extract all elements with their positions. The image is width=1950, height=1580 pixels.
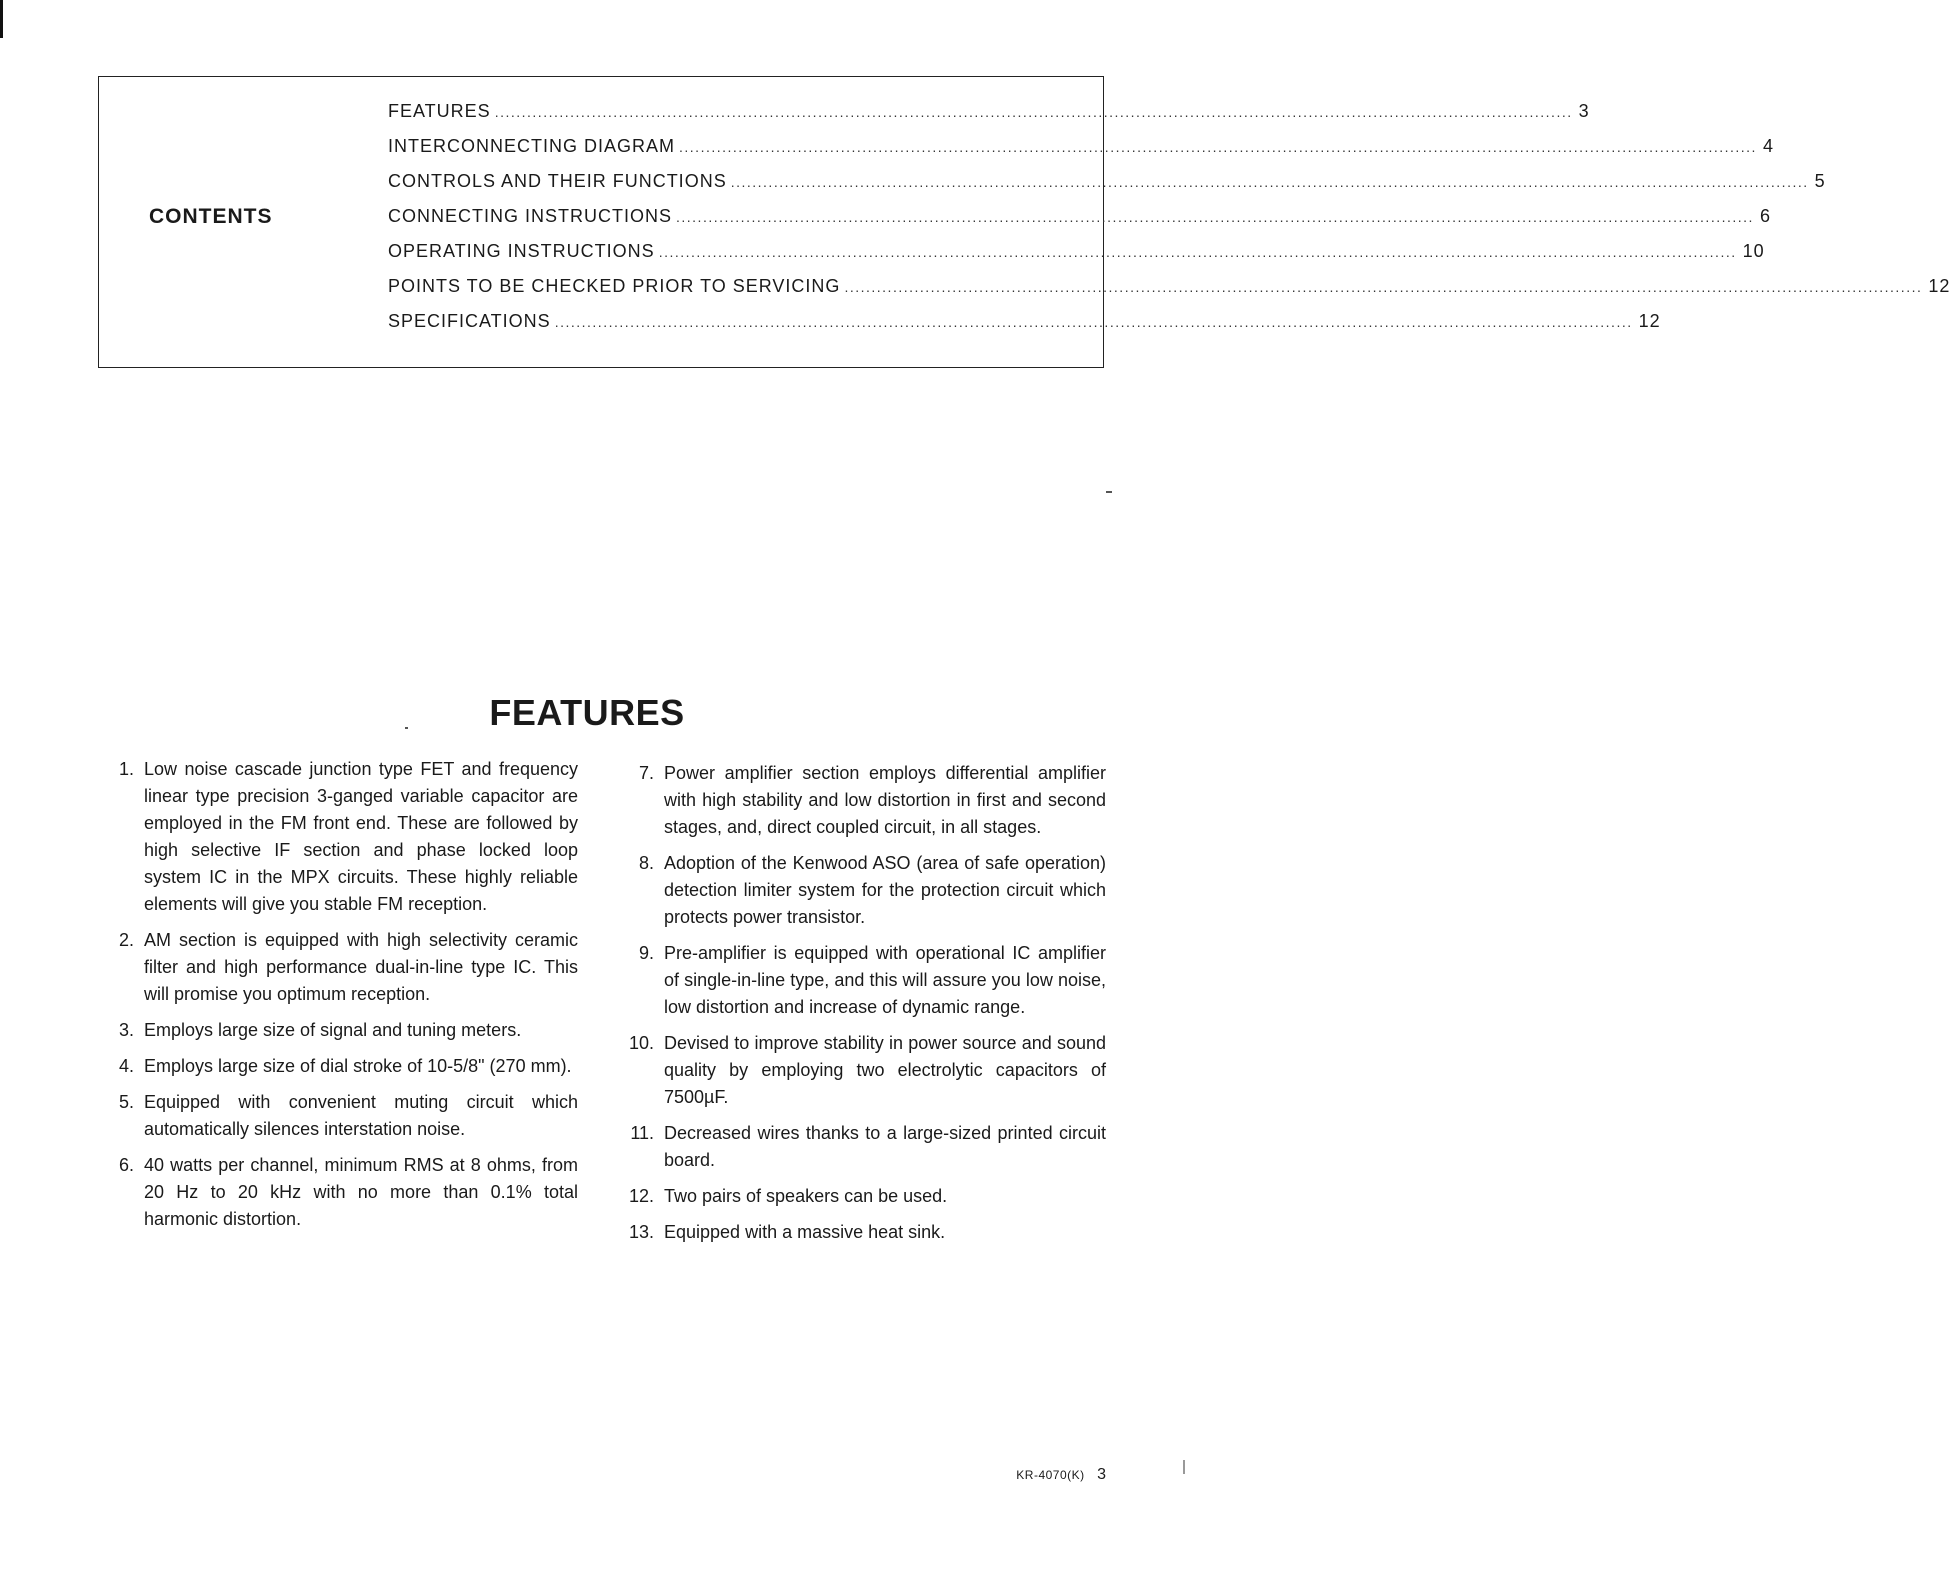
contents-row-page: 12: [1928, 276, 1950, 296]
feature-item: [100, 1053, 578, 1080]
contents-row-page: 6: [1759, 206, 1771, 226]
feature-item: [100, 756, 578, 918]
dot-leader: ........................................................................................................................................................................................................: [676, 209, 1754, 225]
dot-leader: ........................................................................................................................................................................................................: [730, 174, 1809, 190]
contents-row-label: POINTS TO BE CHECKED PRIOR TO SERVICING: [388, 276, 841, 296]
page-number: 3: [1097, 1466, 1106, 1483]
contents-row[interactable]: [388, 276, 1950, 311]
feature-item: [620, 850, 1106, 931]
contents-row[interactable]: [388, 136, 1774, 171]
feature-text: Low noise cascade junction type FET and frequency linear type precision 3-ganged variable capacitor are employed in the FM front end. These are followed by high selective IF section and phase locked loop system IC in the MPX circuits. These highly reliable elements will give you stable FM reception.: [144, 759, 578, 914]
contents-row[interactable]: [388, 241, 1765, 276]
feature-number: 13.: [628, 1222, 654, 1242]
contents-title: CONTENTS: [149, 205, 273, 228]
feature-text: Adoption of the Kenwood ASO (area of safe operation) detection limiter system for the protection circuit which protects power transistor.: [664, 853, 1106, 927]
feature-item: [620, 760, 1106, 841]
feature-item: [100, 1017, 578, 1044]
feature-number: 8.: [638, 853, 654, 873]
feature-number: 11.: [630, 1123, 654, 1143]
contents-box: [98, 76, 1950, 368]
feature-text: Decreased wires thanks to a large-sized printed circuit board.: [664, 1123, 1106, 1170]
feature-number: 12.: [628, 1186, 654, 1206]
feature-number: 1.: [118, 759, 134, 779]
feature-text: AM section is equipped with high selectivity ceramic filter and high performance dual-in-line type IC. This will promise you optimum reception.: [144, 930, 578, 1004]
feature-text: Equipped with convenient muting circuit which automatically silences interstation noise.: [144, 1092, 578, 1139]
feature-item: [620, 1183, 1106, 1210]
feature-item: [620, 940, 1106, 1021]
feature-item: [100, 1089, 578, 1143]
contents-row[interactable]: [388, 311, 1661, 346]
feature-item: [620, 1030, 1106, 1111]
feature-text: Equipped with a massive heat sink.: [664, 1222, 946, 1242]
feature-number: 10.: [628, 1033, 654, 1053]
feature-number: 5.: [118, 1092, 134, 1112]
feature-text: Power amplifier section employs differential amplifier with high stability and low distortion in first and second stages, and, direct coupled circuit, in all stages.: [664, 763, 1106, 837]
contents-row-page: 3: [1578, 101, 1590, 121]
contents-row[interactable]: [388, 171, 1826, 206]
contents-row[interactable]: [388, 101, 1590, 136]
features-heading: FEATURES: [489, 692, 685, 734]
feature-number: 4.: [118, 1056, 134, 1076]
dot-leader: ........................................................................................................................................................................................................: [679, 139, 1757, 155]
contents-row-label: INTERCONNECTING DIAGRAM: [388, 136, 676, 156]
contents-row-page: 12: [1638, 311, 1661, 331]
contents-row-page: 4: [1762, 136, 1774, 156]
contents-row-label: CONNECTING INSTRUCTIONS: [388, 206, 672, 226]
contents-row-page: 5: [1814, 171, 1826, 191]
feature-text: Devised to improve stability in power source and sound quality by employing two electrolytic capacitors of 7500µF.: [664, 1033, 1106, 1107]
feature-number: 2.: [118, 930, 134, 950]
dot-leader: ........................................................................................................................................................................................................: [494, 104, 1573, 120]
dot-leader: ........................................................................................................................................................................................................: [658, 244, 1737, 260]
feature-number: 3.: [118, 1020, 134, 1040]
feature-number: 7.: [638, 763, 654, 783]
features-right-column: [620, 760, 1106, 1255]
contents-list: [388, 101, 1950, 346]
model-number: KR-4070(K): [1016, 1468, 1085, 1482]
feature-text: Pre-amplifier is equipped with operational IC amplifier of single-in-line type, and this will assure you low noise, low distortion and increase of dynamic range.: [664, 943, 1106, 1017]
page-footer: [1016, 1466, 1106, 1484]
scan-speck: [1183, 1460, 1185, 1474]
contents-row[interactable]: [388, 206, 1771, 241]
contents-row-label: FEATURES: [388, 101, 491, 121]
contents-row-page: 10: [1742, 241, 1765, 261]
feature-text: Two pairs of speakers can be used.: [664, 1186, 948, 1206]
feature-item: [620, 1219, 1106, 1246]
dot-leader: ........................................................................................................................................................................................................: [554, 314, 1633, 330]
dot-leader: ........................................................................................................................................................................................................: [844, 279, 1923, 295]
feature-item: [100, 927, 578, 1008]
contents-row-label: OPERATING INSTRUCTIONS: [388, 241, 655, 261]
page-edge-mark: [0, 0, 3, 38]
feature-text: Employs large size of signal and tuning meters.: [144, 1020, 522, 1040]
feature-text: Employs large size of dial stroke of 10-5/8" (270 mm).: [144, 1056, 572, 1076]
feature-number: 9.: [638, 943, 654, 963]
feature-item: [100, 1152, 578, 1233]
features-left-column: [100, 756, 578, 1242]
feature-text: 40 watts per channel, minimum RMS at 8 ohms, from 20 Hz to 20 kHz with no more than 0.1% total harmonic distortion.: [144, 1155, 578, 1229]
contents-row-label: CONTROLS AND THEIR FUNCTIONS: [388, 171, 727, 191]
scan-speck: [1106, 491, 1112, 493]
feature-item: [620, 1120, 1106, 1174]
contents-row-label: SPECIFICATIONS: [388, 311, 551, 331]
feature-number: 6.: [118, 1155, 134, 1175]
